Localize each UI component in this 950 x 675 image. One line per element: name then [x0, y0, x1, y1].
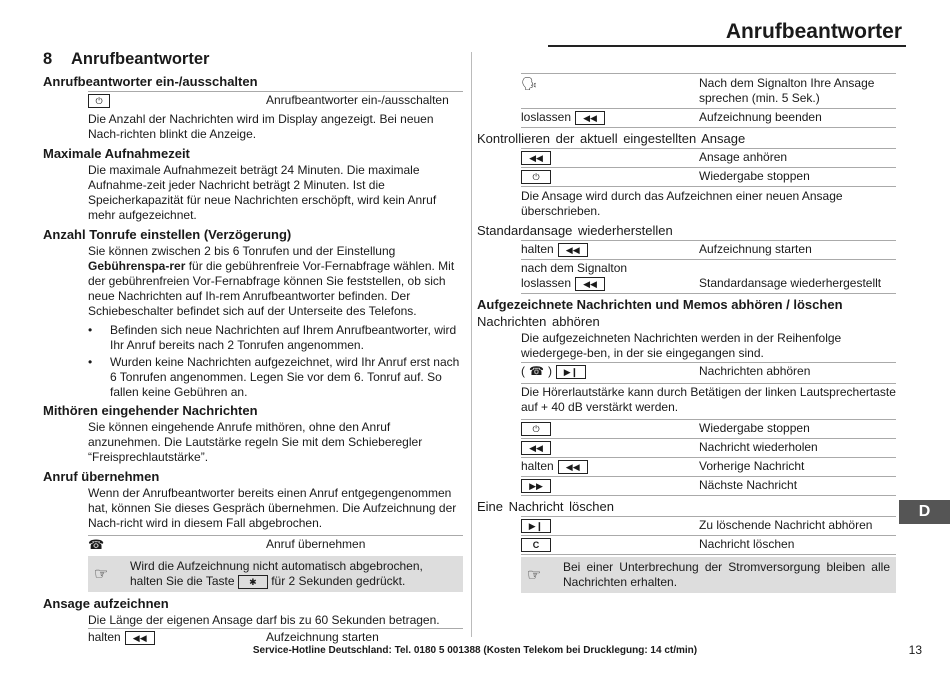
table-row	[521, 73, 896, 108]
row-desc: Anrufbeantworter ein-/ausschalten	[266, 93, 449, 107]
row-desc: Aufzeichnung starten	[266, 630, 379, 644]
row-desc: Nachrichten abhören	[699, 364, 811, 378]
row-key-text: loslassen	[521, 276, 572, 290]
delete-block	[521, 516, 896, 593]
row-key-text: nach dem Signalton	[521, 261, 628, 275]
chapter-heading	[43, 52, 463, 67]
takeover-block	[88, 486, 463, 531]
section-title-record: Ansage aufzeichnen	[43, 596, 169, 611]
listen-block	[521, 331, 896, 496]
section-title-restore: Standardansage wiederherstellen	[477, 223, 673, 238]
monitor-text: Sie können eingehende Anrufe mithören, ohne den Anruf anzunehmen. Die Lautstärke regeln Sie mit dem Schieberegler “Freisprechlautstärke”.	[88, 420, 423, 464]
power-key-icon: ⏻	[521, 170, 551, 184]
section-title-check: Kontrollieren der aktuell eingestellten Ansage	[477, 131, 746, 146]
rewind-key-icon: ◀◀	[558, 243, 588, 257]
record-cont-block	[521, 73, 896, 128]
row-desc: Nach dem Signalton Ihre Ansage sprechen (min. 5 Sek.)	[699, 76, 875, 105]
column-divider	[471, 52, 472, 637]
check-block	[521, 148, 896, 219]
rewind-key-icon: ◀◀	[125, 631, 155, 645]
footer-hotline: Service-Hotline Deutschland: Tel. 0180 5 001388 (Kosten Telekom bei Drucklegung: 14 ct/min)	[252, 645, 698, 656]
table-row	[521, 535, 896, 555]
play-pause-key-icon: ▶❙	[521, 519, 551, 533]
table-row	[521, 167, 896, 187]
language-tab-d: D	[899, 500, 950, 524]
row-desc: Standardansage wiederhergestellt	[699, 276, 882, 290]
table-row	[521, 476, 896, 496]
onoff-text: Die Anzahl der Nachrichten wird im Display angezeigt. Bei neuen Nach-richten blinkt die Anzeige.	[88, 112, 434, 141]
section-title-maxrec: Maximale Aufnahmezeit	[43, 146, 190, 161]
rewind-key-icon: ◀◀	[521, 151, 551, 165]
rewind-key-icon: ◀◀	[521, 441, 551, 455]
row-desc: Wiedergabe stoppen	[699, 421, 810, 435]
list-item: • Befinden sich neue Nachrichten auf Ihrem Anrufbeantworter, wird Ihr Anruf bereits nach 2 Tonrufen angenommen.	[88, 323, 463, 353]
power-key-icon: ⏻	[88, 94, 110, 108]
clear-key-icon: C	[521, 538, 551, 552]
table-row	[521, 240, 896, 259]
rewind-key-icon: ◀◀	[558, 460, 588, 474]
section-title-rings: Anzahl Tonrufe einstellen (Verzögerung)	[43, 227, 292, 242]
table-row	[521, 438, 896, 457]
row-desc: Nachricht löschen	[699, 537, 795, 551]
row-desc: Ansage anhören	[699, 150, 788, 164]
rewind-key-icon: ◀◀	[575, 277, 605, 291]
power-key-icon: ⏻	[521, 422, 551, 436]
table-row	[521, 457, 896, 476]
row-desc: Wiedergabe stoppen	[699, 169, 810, 183]
volume-text: Die Hörerlautstärke kann durch Betätigen der linken Lautsprechertaste auf + 40 dB verstärkt werden.	[521, 385, 896, 414]
page-number: 13	[908, 643, 922, 657]
handset-icon: ☎	[529, 364, 544, 378]
row-key-text: loslassen	[521, 110, 572, 124]
rings-text	[88, 244, 463, 319]
bullet-text: Befinden sich neue Nachrichten auf Ihrem Anrufbeantworter, wird Ihr Anruf bereits nach 2 Tonrufen angenommen.	[110, 323, 457, 352]
onoff-block	[88, 91, 463, 142]
takeover-text: Wenn der Anrufbeantworter bereits einen Anruf entgegengenommen hat, können Sie dieses Gespräch übernehmen. Die Aufzeichnung der Nach-richt wird in diesem Fall abgebrochen.	[88, 486, 457, 530]
list-item: • Wurden keine Nachrichten aufgezeichnet, wird Ihr Anruf erst nach 6 Tonrufen angenommen. Legen Sie vor dem 6. Tonruf auf. So fallen keine Gebühren an.	[88, 355, 463, 400]
table-row	[521, 419, 896, 438]
section-title-delete: Eine Nachricht löschen	[477, 499, 614, 514]
row-key-text: halten	[521, 459, 554, 473]
row-desc: Nachricht wiederholen	[699, 440, 818, 454]
check-text: Die Ansage wird durch das Aufzeichnen einer neuen Ansage überschrieben.	[521, 189, 843, 218]
section-title-onoff: Anrufbeantworter ein-/ausschalten	[43, 74, 258, 89]
page-header-title: Anrufbeantworter	[725, 20, 902, 43]
play-pause-key-icon: ▶❙	[556, 365, 586, 379]
handset-icon: ☎	[88, 537, 105, 552]
hint-text: Wird die Aufzeichnung nicht automatisch abgebrochen, halten Sie die Taste ✱ für 2 Sekunden gedrückt.	[130, 559, 423, 588]
row-desc: Aufzeichnung starten	[699, 242, 812, 256]
maxrec-text: Die maximale Aufnahmezeit beträgt 24 Minuten. Die maximale Aufnahme-zeit jeder Nachricht beträgt 2 Minuten. Ist die Speicherkapazität für neue Nachrichten erschöpft, wird kein Anruf mehr aufgezeichnet.	[88, 163, 437, 222]
hint-note	[521, 557, 896, 593]
record-block	[88, 613, 463, 647]
left-column	[43, 52, 463, 647]
table-row	[521, 259, 896, 294]
row-key-text: halten	[88, 630, 121, 644]
table-row	[521, 108, 896, 128]
bullet-text: Wurden keine Nachrichten aufgezeichnet, wird Ihr Anruf erst nach 6 Tonrufen angenommen. Legen Sie vor dem 6. Tonruf auf. So fallen keine Gebühren an.	[110, 355, 460, 399]
rings-text-b: für die gebührenfreie Vor-Fernabfrage wählen. Mit der gebührenfreien Vor-Fernabfrage können Sie feststellen, ob sich neue Nachrichten auf Ih-rem Anrufbeantworter befinden. Der Schiebeschalter befindet sich auf der Unterseite des Telefons.	[88, 259, 455, 318]
table-row	[88, 91, 463, 110]
hint-note	[88, 556, 463, 592]
row-key-text: halten	[521, 242, 554, 256]
row-desc: Nächste Nachricht	[699, 478, 798, 492]
section-title-listen: Aufgezeichnete Nachrichten und Memos abhören / löschen	[477, 297, 843, 312]
rewind-key-icon: ◀◀	[575, 111, 605, 125]
chapter-title: Anrufbeantworter	[71, 50, 210, 68]
hint-text: Bei einer Unterbrechung der Stromversorgung bleiben alle Nachrichten erhalten.	[563, 560, 890, 589]
subsection-title-listen: Nachrichten abhören	[477, 314, 600, 329]
chapter-number: 8	[43, 50, 53, 68]
restore-block	[521, 240, 896, 294]
star-key-icon: ✱	[238, 575, 268, 589]
section-title-monitor: Mithören eingehender Nachrichten	[43, 403, 258, 418]
table-row	[521, 148, 896, 167]
rings-text-bold: Gebührenspa-rer	[88, 259, 186, 273]
pointing-hand-icon: ☞	[94, 565, 109, 583]
listen-text: Die aufgezeichneten Nachrichten werden in der Reihenfolge wiedergege-ben, in der sie eingegangen sind.	[521, 331, 842, 360]
table-row	[88, 535, 463, 554]
header-rule	[548, 45, 906, 47]
section-title-takeover: Anruf übernehmen	[43, 469, 160, 484]
speaking-head-icon: 🗣	[521, 76, 538, 91]
row-desc: Vorherige Nachricht	[699, 459, 805, 473]
row-desc: Zu löschende Nachricht abhören	[699, 518, 873, 532]
fast-forward-key-icon: ▶▶	[521, 479, 551, 493]
record-text: Die Länge der eigenen Ansage darf bis zu 60 Sekunden betragen.	[88, 613, 440, 627]
row-desc: Anruf übernehmen	[266, 537, 366, 551]
table-row: ( ☎ ) ▶❙ Nachrichten abhören	[521, 362, 896, 381]
right-column	[477, 73, 896, 597]
rings-text-a: Sie können zwischen 2 bis 6 Tonrufen und der Einstellung	[88, 244, 396, 258]
row-desc: Aufzeichnung beenden	[699, 110, 822, 124]
table-row	[521, 516, 896, 535]
pointing-hand-icon: ☞	[527, 566, 542, 584]
